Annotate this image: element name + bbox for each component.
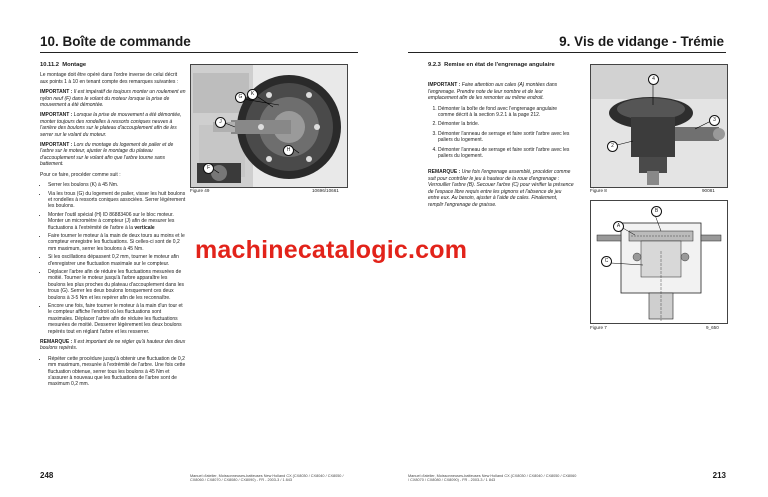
right-header-rule (408, 52, 726, 53)
right-section-title: Remise en état de l'engrenage angulaire (444, 62, 555, 68)
final-list (40, 356, 186, 388)
left-page-number: 248 (40, 471, 54, 480)
right-footer: Manuel d'atelier, Moissonneuses-batteuses New Holland CX (CX8030 / CX8040 / CX8050 / CX8060 / CX8070 / CX8080 / CX8090) - FR - 2003-3 / 1 843 (408, 474, 577, 482)
left-page-header: 10. Boîte de commande (40, 34, 191, 49)
fig8-label-3: 3 (709, 115, 720, 126)
figure-8-code: 90081 (702, 188, 715, 193)
important-label-2: IMPORTANT : (40, 112, 73, 119)
figure-7-caption: Figure 7 (590, 325, 607, 330)
fig49-label-j: J (215, 117, 226, 128)
procedure-intro: Pour ce faire, procéder comme suit : (40, 171, 121, 178)
important-label-1: IMPORTANT : (40, 89, 73, 96)
list-item: 4. Démonter l'anneau de serrage et faire sortir l'arbre avec les paliers du logement. (438, 147, 574, 160)
right-section-number: 9.2.3 (428, 62, 441, 68)
right-important-label: IMPORTANT : (428, 82, 461, 89)
list-item: • Si les oscillations dépassent 0,2 mm, tourner le moteur afin d'enregistrer une fluctuation maximale sur le compteur. (48, 254, 186, 267)
fig49-label-h: H (283, 145, 294, 156)
fig8-label-4: 4 (648, 74, 659, 85)
flywheel-housing-illustration (191, 65, 347, 187)
important-text-3: Lors du montage du logement de palier et de l'arbre sur le moteur, ajuster le montage du plateau d'accouplement sur le volant afin que l'arbre tourne sans battement. (40, 142, 174, 168)
verticale-word: verticale (134, 224, 155, 231)
fig8-label-2: 2 (607, 141, 618, 152)
left-text-column (40, 62, 186, 390)
fig7-label-c: C (601, 256, 612, 267)
fig49-label-g: G (235, 92, 246, 103)
figure-8-image (590, 64, 728, 188)
right-text-column (428, 62, 574, 212)
watermark-text: machinecatalogic.com (195, 236, 468, 264)
important-text-1: Il est impératif de toujours monter un roulement en nylon neuf (F) dans le volant du moteur lorsque la prise de mouvement a été démontée. (40, 89, 186, 109)
list-item: • Via les trous (G) du logement de palier, visser les huit boulons et rondelles à ressorts coniques associées. Serrer légèrement les boulons. (48, 191, 186, 210)
right-important-text: Faire attention aux cales (A) montées dans l'engrenage. Prendre note de leur nombre et de leur emplacement afin de les remonter au même endroit. (428, 82, 558, 102)
figure-49-code: 10696/10661 (312, 188, 339, 193)
left-footer: Manuel d'atelier, Moissonneuses-batteuses New Holland CX (CX8030 / CX8040 / CX8050 / CX8060 / CX8070 / CX8080 / CX8090) - FR - 2003-3 / 1 843 (190, 474, 344, 482)
procedure-list (40, 182, 186, 335)
list-item: 1. Démonter la boîte de fond avec l'engrenage angulaire comme décrit à la section 9.2.1 à la page 212. (438, 106, 574, 119)
figure-49-caption: Figure 49 (190, 188, 210, 193)
right-page-header: 9. Vis de vidange - Trémie (559, 34, 724, 49)
left-section-title: Montage (62, 62, 87, 68)
remark-label: REMARQUE : (40, 339, 73, 346)
figure-8-caption: Figure 8 (590, 188, 607, 193)
list-item: • Encore une fois, faire tourner le moteur à la main d'un tour et le compteur affiche l'endroit où les fluctuations sont maximales. Déplacer l'arbre afin de réduire les fluctuations mesurées de moitié. Desserrer légèrement les deux boulons repérés tout en réglant l'arbre et les resserrer. (48, 303, 186, 335)
left-header-rule (40, 52, 358, 53)
angular-gear-photo (591, 65, 727, 187)
fig49-label-f: F (203, 163, 214, 174)
right-page-number: 213 (712, 471, 726, 480)
right-remark-text: Une fois l'engrenage assemblé, procéder comme suit pour contrôler le jeu à hauteur de la roue d'engrenage : Verrouiller l'arbre (B). Secouer l'arbre (C) pour vérifier la présence de l'espace libre requis entre les pignons et l'absence de jeu entre eux. Au besoin, ajuster à l'aide de cales. Finalement, remplir l'engrenage de graisse. (428, 169, 574, 208)
important-label-3: IMPORTANT : (40, 142, 73, 149)
list-item: • Déplacer l'arbre afin de réduire les fluctuations mesurées de moitié. Tourner le moteur jusqu'à l'arbre apparaître les boulons les plus proches du plateau d'accouplement dans les trous (G). Serrer les deux boulons lorsquement ces deux boulons à 3-5 Nm et les repérer afin de les reconnaître. (48, 269, 186, 301)
list-item: • Serrer les boulons (K) à 45 Nm. (48, 182, 186, 188)
list-item: 2. Démonter la bride. (438, 121, 574, 127)
list-item: • Monter l'outil spécial (H) ID 86883406 sur le bloc moteur. Monter un micromètre à compteur (J) afin de mesurer les fluctuations à l'extrémité de l'arbre à la verticale (48, 212, 186, 231)
figure-7-image (590, 200, 728, 324)
figure-49-image (190, 64, 348, 188)
list-item: • Répéter cette procédure jusqu'à obtenir une fluctuation de 0,2 mm maximum, mesurée à l'extrémité de l'arbre. Une fois cette fluctuation obtenue, serrer tous les boulons à 45 Nm et s'assurer à nouveau que les fluctuations de l'arbre sont de maximum 0,2 mm. (48, 356, 186, 388)
figure-7-code: 9_650 (706, 325, 719, 330)
left-intro: Le montage doit être opéré dans l'ordre inverse de celui décrit aux points 1 à 10 en tenant compte des remarques suivantes : (40, 72, 179, 85)
fig7-label-b: B (651, 206, 662, 217)
list-item: 3. Démonter l'anneau de serrage et faire sortir l'arbre avec les paliers du logement. (438, 131, 574, 144)
fig7-label-a: A (613, 221, 624, 232)
disassembly-steps (428, 106, 574, 160)
left-section-number: 10.11.2 (40, 62, 60, 68)
fig49-label-k: K (247, 89, 258, 100)
right-remark-label: REMARQUE : (428, 169, 461, 176)
important-text-2: Lorsque la prise de mouvement a été démontée, monter toujours des rondelles à ressorts coniques neuves à l'arrière des boulons sur le plateau d'accouplement afin de les serrer sur le volant du moteur. (40, 112, 182, 138)
list-item: • Faire tourner le moteur à la main de deux tours au moins et le compteur enregistre les fluctuations. Si celles-ci sont de 0,2 mm maximum, serrer les boulons à 45 Nm. (48, 233, 186, 252)
remark-text: Il est important de ne régler qu'à hauteur des deux boulons repérés. (40, 339, 186, 352)
